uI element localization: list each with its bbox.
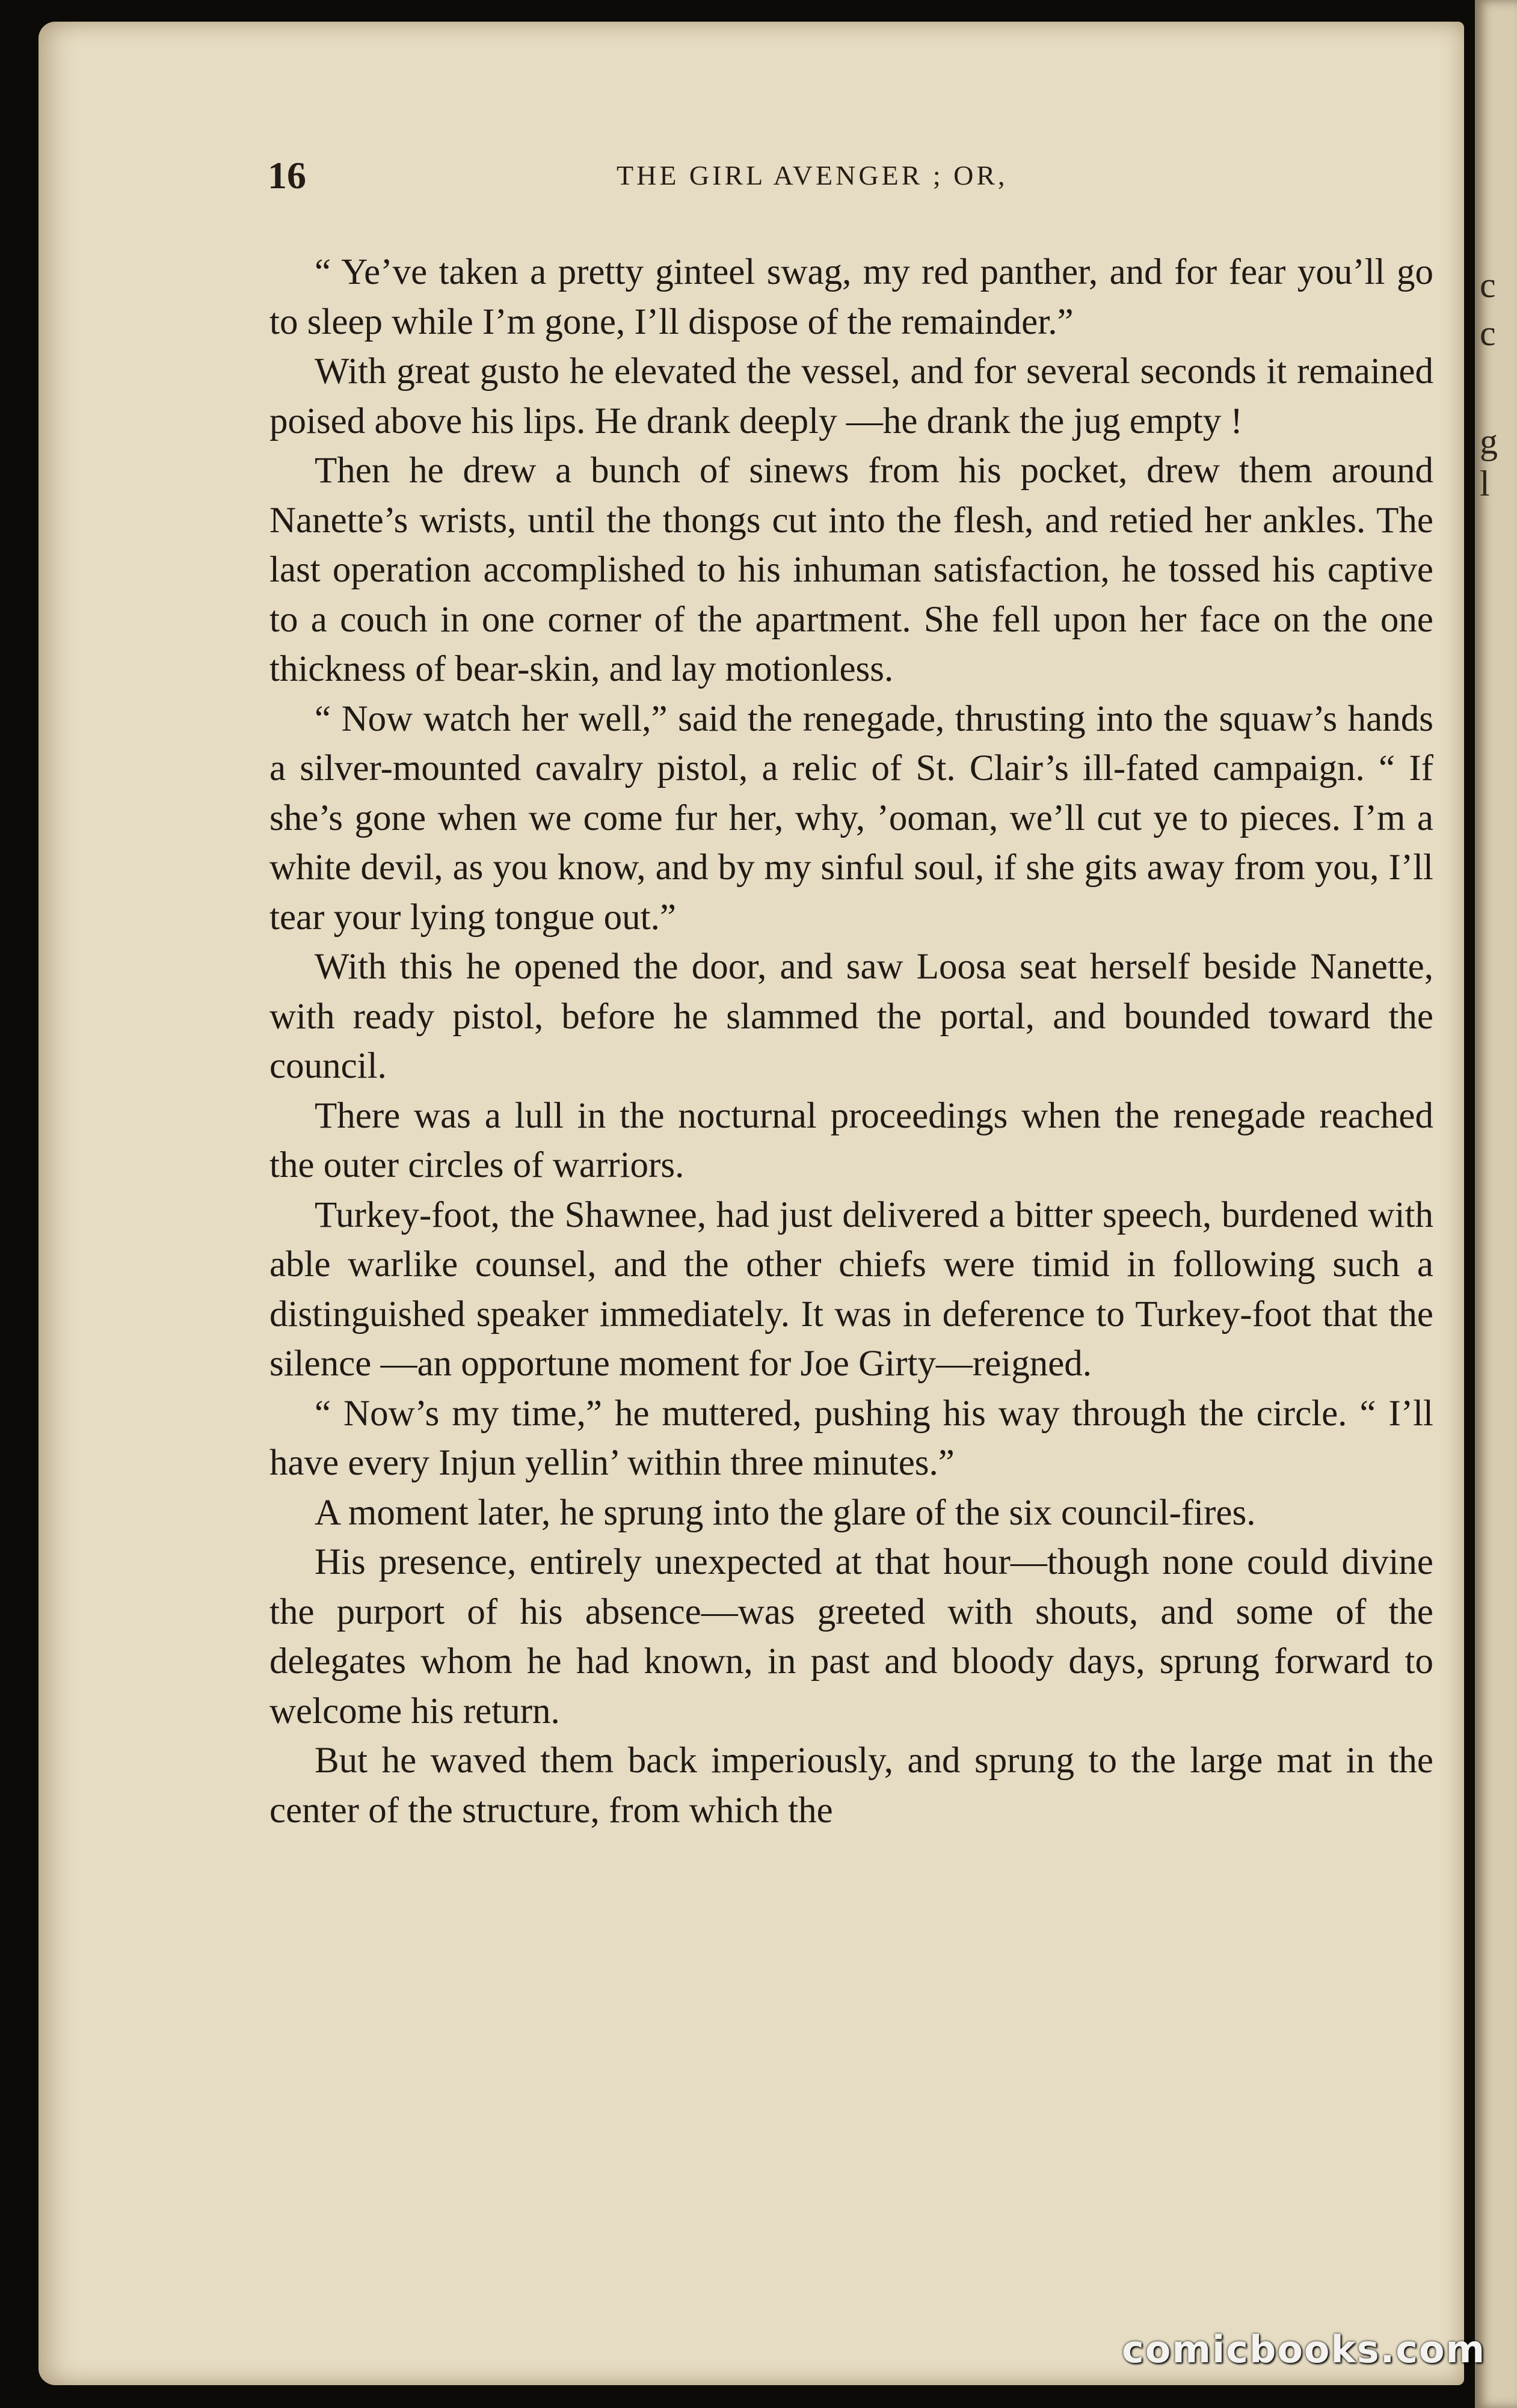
paragraph: With great gusto he elevated the vessel, and for several seconds it remained poised above his lips. He drank deeply —he drank the jug empty !: [269, 351, 1433, 441]
paragraph: “ Now’s my time,” he muttered, pushing his way through the circle. “ I’ll have every Injun yellin’ within three minutes.”: [269, 1393, 1433, 1483]
paragraph: Turkey-foot, the Shawnee, had just delivered a bitter speech, burdened with able warlike counsel, and the other chiefs were timid in following such a distinguished speaker immediately. It was in deference to Turkey-foot that the silence —an opportune moment for Joe Girty—reigned.: [269, 1194, 1433, 1384]
adjacent-page-edge: [1475, 0, 1517, 2408]
paragraph: His presence, entirely unexpected at that hour—though none could divine the purport of his absence—was greeted with shouts, and some of the delegates whom he had known, in past and bloody days, sprung forward to welcome his return.: [269, 1542, 1433, 1731]
paragraph: With this he opened the door, and saw Loosa seat herself beside Nanette, with ready pistol, before he slammed the portal, and bounded toward the council.: [269, 947, 1433, 1086]
adjacent-page-char: g: [1480, 422, 1498, 461]
paragraph: But he waved them back imperiously, and sprung to the large mat in the center of the structure, from which the: [269, 1740, 1433, 1831]
paragraph: “ Now watch her well,” said the renegade, thrusting into the squaw’s hands a silver-mounted cavalry pistol, a relic of St. Clair’s ill-fated campaign. “ If she’s gone when we come fur her, why, ’ooman, we’ll cut ye to pieces. I’m a white devil, as you know, and by my sinful soul, if she gits away from you, I’ll tear your lying tongue out.”: [269, 698, 1433, 938]
adjacent-page-char: c: [1480, 265, 1496, 305]
site-watermark: comicbooks.com: [1122, 2327, 1486, 2371]
adjacent-page-char: l: [1480, 464, 1490, 503]
page-header: [268, 153, 1438, 207]
paragraph: A moment later, he sprung into the glare of the six council-fires.: [315, 1492, 1256, 1533]
adjacent-page-char: c: [1480, 313, 1496, 353]
page-number: 16: [268, 154, 306, 197]
paragraph: There was a lull in the nocturnal proceedings when the renegade reached the outer circles of warriors.: [269, 1095, 1433, 1185]
body-text: [269, 248, 1433, 1835]
paragraph: “ Ye’ve taken a pretty ginteel swag, my red panther, and for fear you’ll go to sleep while I’m gone, I’ll dispose of the remainder.”: [269, 252, 1433, 342]
paragraph: Then he drew a bunch of sinews from his pocket, drew them around Nanette’s wrists, until the thongs cut into the flesh, and retied her ankles. The last operation accomplished to his inhuman satisfaction, he tossed his captive to a couch in one corner of the apartment. She fell upon her face on the one thickness of bear-skin, and lay motionless.: [269, 450, 1433, 689]
running-head: THE GIRL AVENGER ; OR,: [617, 160, 1008, 191]
